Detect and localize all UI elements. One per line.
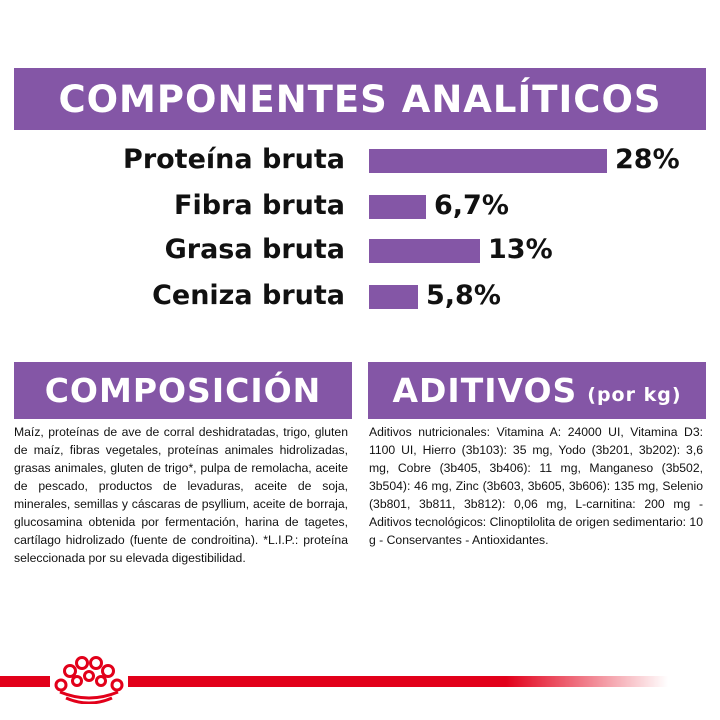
footer-red-line-right <box>128 676 668 687</box>
analytic-row-label: Ceniza bruta <box>152 280 345 311</box>
analytic-row-fat <box>0 230 720 270</box>
composition-heading: COMPOSICIÓN <box>44 371 322 410</box>
analytic-row-value: 28% <box>615 144 680 175</box>
additives-heading-band <box>368 362 706 419</box>
additives-heading-suffix: (por kg) <box>587 383 682 406</box>
analytic-row-protein <box>0 140 720 180</box>
analytic-bar <box>369 239 480 263</box>
additives-text: Aditivos nutricionales: Vitamina A: 24000 UI, Vitamina D3: 1100 UI, Hierro (3b103): 35 mg, Yodo (3b201, 3b202): 3,6 mg, Cobre (3b405, 3b406): 11 mg, Manganeso (3b502, 3b504): 46 mg, Zinc (3b603, 3b605, 3b606): 135 mg, Selenio (3b801, 3b811, 3b812): 0,06 mg, L-carnitina: 200 mg - Aditivos tecnológicos: Clinoptilolita de origen sedimentario: 10 g - Conservantes - Antioxidantes. <box>369 425 703 547</box>
analytic-row-label: Fibra bruta <box>174 190 345 221</box>
analytic-row-value: 13% <box>488 234 553 265</box>
additives-heading: ADITIVOS <box>392 371 578 410</box>
composition-heading-band <box>14 362 352 419</box>
analytic-row-ash <box>0 276 720 316</box>
royal-canin-crown-logo-icon <box>52 654 126 704</box>
analytic-row-label: Grasa bruta <box>164 234 345 265</box>
analytic-row-value: 5,8% <box>426 280 501 311</box>
analytic-bar <box>369 195 426 219</box>
analytic-heading-band <box>14 68 706 130</box>
footer-red-line-left <box>0 676 50 687</box>
analytic-bar <box>369 285 418 309</box>
analytic-bar <box>369 149 607 173</box>
analytic-row-value: 6,7% <box>434 190 509 221</box>
analytic-row-fibre <box>0 186 720 226</box>
analytic-row-label: Proteína bruta <box>123 144 345 175</box>
composition-text: Maíz, proteínas de ave de corral deshidratadas, trigo, gluten de maíz, fibras vegetales, proteínas animales hidrolizadas, grasas animales, gluten de trigo*, pulpa de remolacha, aceite de pescado, productos de levaduras, aceite de soja, minerales, semillas y cáscaras de psyllium, aceite de borraja, glucosamina obtenida por fermentación, harina de tagetes, cartílago hidrolizado (fuente de condroitina). *L.I.P.: proteína seleccionada por su elevada digestibilidad. <box>14 425 348 565</box>
analytic-heading: COMPONENTES ANALÍTICOS <box>58 77 662 121</box>
